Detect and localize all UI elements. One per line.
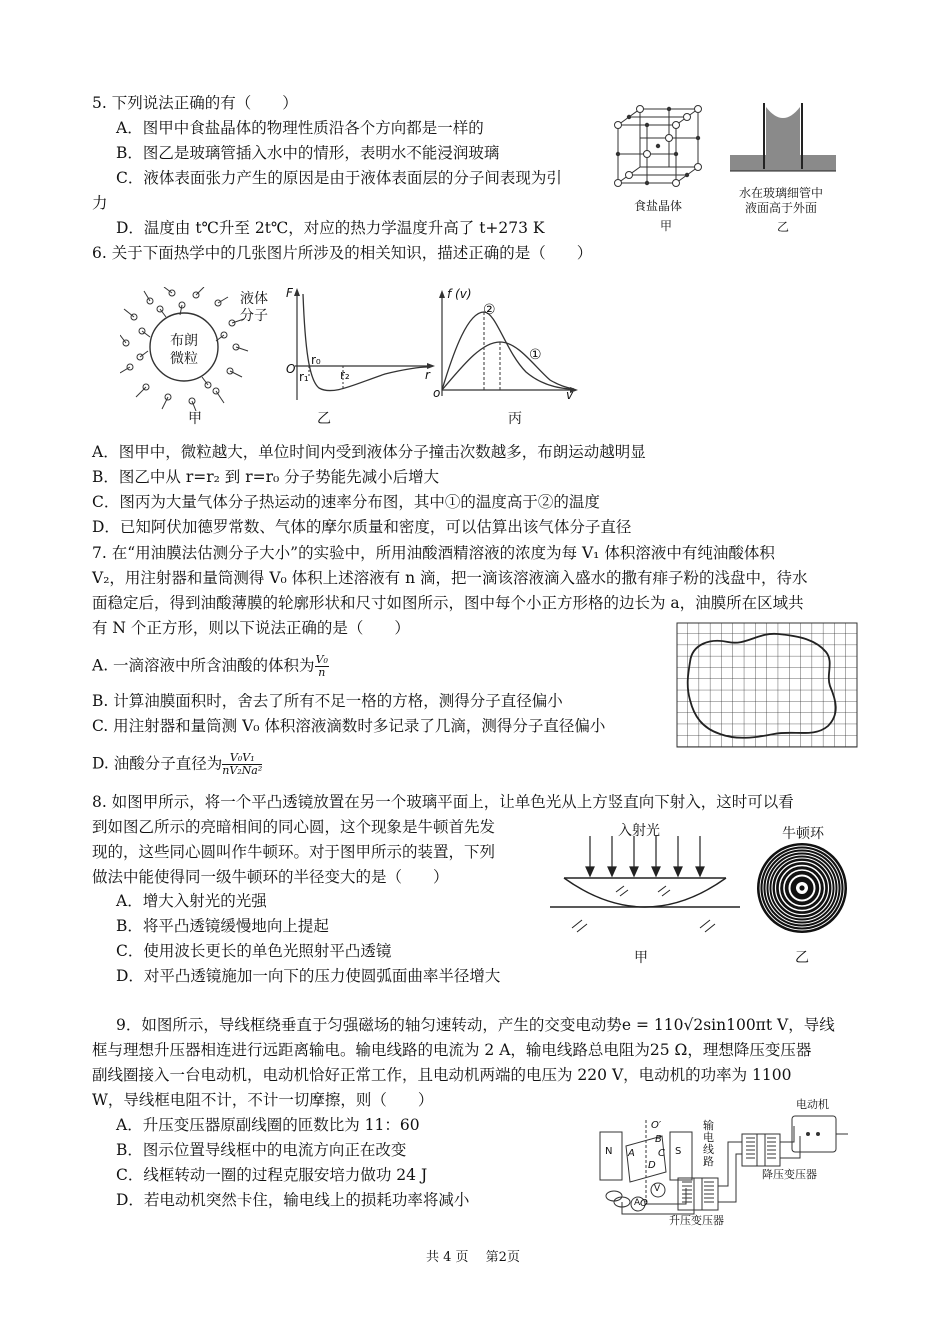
magnet-S-label: S <box>675 1146 682 1157</box>
q9-line-1: 9．如图所示，导线框绕垂直于匀强磁场的轴匀速转动，产生的交变电动势e = 110√2sin100πt V，导线 <box>116 1016 835 1034</box>
glass-tube-label-2: 液面高于外面 <box>745 201 818 215</box>
salt-crystal-figure <box>612 103 706 191</box>
q9-line-2: 框与理想升压器相连进行远距离输电。输电线路的电流为 2 A，输电线路总电阻为25 Ω，理想降压变压器 <box>92 1041 812 1059</box>
oil-film-grid-figure <box>676 622 858 748</box>
q7-line-4: 有 N 个正方形，则以下说法正确的是（ ） <box>92 619 410 637</box>
fig6-yi-label: 乙 <box>317 411 331 427</box>
q8-option-a: A．增大入射光的光强 <box>116 892 267 910</box>
liquid-label-1: 液体 <box>240 291 268 307</box>
q9-line-3: 副线圈接入一台电动机，电动机恰好正常工作，且电动机两端的电压为 220 V，电动机的功率为 1100 <box>92 1066 792 1084</box>
axis-v-label: v <box>566 388 574 402</box>
curve-1-label: ① <box>529 347 542 363</box>
q7-option-a-text: A. 一滴溶液中所含油酸的体积为 <box>92 656 315 675</box>
q7-line-2: V₂，用注射器和量筒测得 V₀ 体积上述溶液有 n 滴，把一滴该溶液滴入盛水的撒有痱子粉的浅盘中，待水 <box>92 569 808 587</box>
axis-fv-label: f (v) <box>447 287 472 301</box>
fraction-denominator: n <box>318 666 326 679</box>
q8-option-d: D．对平凸透镜施加一向下的压力使圆弧面曲率半径增大 <box>116 967 501 985</box>
axis-F-label: F <box>286 286 293 300</box>
q9-line-4: W，导线框电阻不计，不计一切摩擦，则（ ） <box>92 1091 434 1109</box>
q6-option-c: C．图丙为大量气体分子热运动的速率分布图，其中①的温度高于②的温度 <box>92 493 600 511</box>
glass-tube-figure <box>730 103 836 178</box>
q6-option-b: B．图乙中从 r=r₂ 到 r=r₀ 分子势能先减小后增大 <box>92 468 440 486</box>
q7-option-d <box>92 752 262 777</box>
q7-line-1: 7. 在“用油膜法估测分子大小”的实验中，所用油酸酒精溶液的浓度为每 V₁ 体积溶液中有纯油酸体积 <box>92 544 775 562</box>
ammeter-icon: A <box>634 1198 641 1208</box>
q9-option-c: C．线框转动一圈的过程克服安培力做功 24 J <box>116 1166 428 1184</box>
step-down-transformer-label: 降压变压器 <box>762 1168 817 1181</box>
step-up-transformer-label: 升压变压器 <box>669 1214 724 1227</box>
voltmeter-icon: V <box>654 1184 661 1194</box>
r2-label: r₂ <box>340 368 350 382</box>
q7-option-d-fraction <box>222 752 262 777</box>
q7-option-c: C. 用注射器和量筒测 V₀ 体积溶液滴数时多记录了几滴，测得分子直径偏小 <box>92 717 606 735</box>
axis-O-prime-label: O′ <box>651 1120 662 1131</box>
q8-line-1: 8. 如图甲所示，将一个平凸透镜放置在另一个玻璃平面上，让单色光从上方竖直向下射入，这时可以看 <box>92 793 794 811</box>
liquid-label-2: 分子 <box>240 308 268 324</box>
q7-line-3: 面稳定后，得到油酸薄膜的轮廓形状和尺寸如图所示，图中每个小正方形格的边长为 a，油膜所在区域共 <box>92 594 804 612</box>
incident-light-label: 入射光 <box>618 823 660 839</box>
q9-option-b: B．图示位置导线框中的电流方向正在改变 <box>116 1141 407 1159</box>
brownian-label-2: 微粒 <box>170 351 198 367</box>
page-footer: 共 4 页 第2页 <box>426 1250 520 1265</box>
q9-option-d: D．若电动机突然卡住，输电线上的损耗功率将减小 <box>116 1191 470 1209</box>
fig-yi-label: 乙 <box>777 220 790 234</box>
q8-line-4: 做法中能使得同一级牛顿环的半径变大的是（ ） <box>92 868 449 886</box>
newton-rings-label: 牛顿环 <box>782 826 824 842</box>
q8-option-c: C．使用波长更长的单色光照射平凸透镜 <box>116 942 392 960</box>
q8-line-2: 到如图乙所示的亮暗相间的同心圆，这个现象是牛顿首先发 <box>92 818 496 836</box>
curve-2-label: ② <box>483 302 496 318</box>
corner-A-label: A <box>628 1148 635 1159</box>
origin-O-label: O <box>286 362 296 376</box>
q6-stem: 6. 关于下面热学中的几张图片所涉及的相关知识，描述正确的是（ ） <box>92 244 593 262</box>
plano-convex-lens-figure <box>550 836 740 946</box>
q5-option-d: D．温度由 t℃升至 2t℃，对应的热力学温度升高了 t+273 K <box>116 219 545 237</box>
newton-rings-figure <box>756 842 848 934</box>
q5-option-a: A．图甲中食盐晶体的物理性质沿各个方向都是一样的 <box>116 119 484 137</box>
speed-distribution-figure <box>430 290 578 400</box>
q5-option-c-cont: 力 <box>92 194 108 212</box>
glass-tube-label-1: 水在玻璃细管中 <box>739 186 824 200</box>
corner-B-label: B <box>655 1134 662 1145</box>
axis-r-label: r <box>425 368 430 382</box>
molecular-force-figure <box>285 288 435 403</box>
salt-crystal-label: 食盐晶体 <box>634 199 683 213</box>
r1-label: r₁ <box>299 370 309 384</box>
brownian-label-1: 布朗 <box>170 333 198 349</box>
q8-option-b: B．将平凸透镜缓慢地向上提起 <box>116 917 329 935</box>
motor-label: 电动机 <box>796 1098 829 1111</box>
q7-option-a <box>92 654 329 679</box>
corner-D-label: D <box>648 1160 656 1171</box>
q7-option-d-text: D. 油酸分子直径为 <box>92 754 223 773</box>
q6-option-d: D．已知阿伏加德罗常数、气体的摩尔质量和密度，可以估算出该气体分子直径 <box>92 518 632 536</box>
r0-label: r₀ <box>311 353 321 367</box>
axis-O-label: O <box>640 1198 648 1209</box>
q6-option-a: A．图甲中，微粒越大，单位时间内受到液体分子撞击次数越多，布朗运动越明显 <box>92 443 646 461</box>
fig8-jia-label: 甲 <box>634 950 648 966</box>
fraction-numerator: V₀ <box>315 653 328 666</box>
fraction-numerator: V₀V₁ <box>222 752 262 765</box>
q5-option-b: B．图乙是玻璃管插入水中的情形，表明水不能浸润玻璃 <box>116 144 500 162</box>
fig8-yi-label: 乙 <box>795 950 809 966</box>
q7-option-b: B. 计算油膜面积时，舍去了所有不足一格的方格，测得分子直径偏小 <box>92 692 563 710</box>
corner-C-label: C <box>658 1148 665 1159</box>
fig6-jia-label: 甲 <box>188 411 202 427</box>
q7-option-a-fraction <box>315 654 329 679</box>
transmission-line-label: 输电线路 <box>703 1119 714 1168</box>
fig-jia-label: 甲 <box>660 219 673 233</box>
q9-option-a: A．升压变压器原副线圈的匝数比为 11：60 <box>116 1116 420 1134</box>
fig6-bing-label: 丙 <box>508 411 522 427</box>
q5-stem: 5. 下列说法正确的有（ ） <box>92 94 298 112</box>
origin-o-label: o <box>433 386 441 400</box>
q8-line-3: 现的，这些同心圆叫作牛顿环。对于图甲所示的装置，下列 <box>92 843 496 861</box>
q5-option-c: C．液体表面张力产生的原因是由于液体表面层的分子间表现为引 <box>116 169 562 187</box>
fraction-denominator: nV₂Na² <box>222 764 263 777</box>
magnet-N-label: N <box>605 1146 613 1157</box>
